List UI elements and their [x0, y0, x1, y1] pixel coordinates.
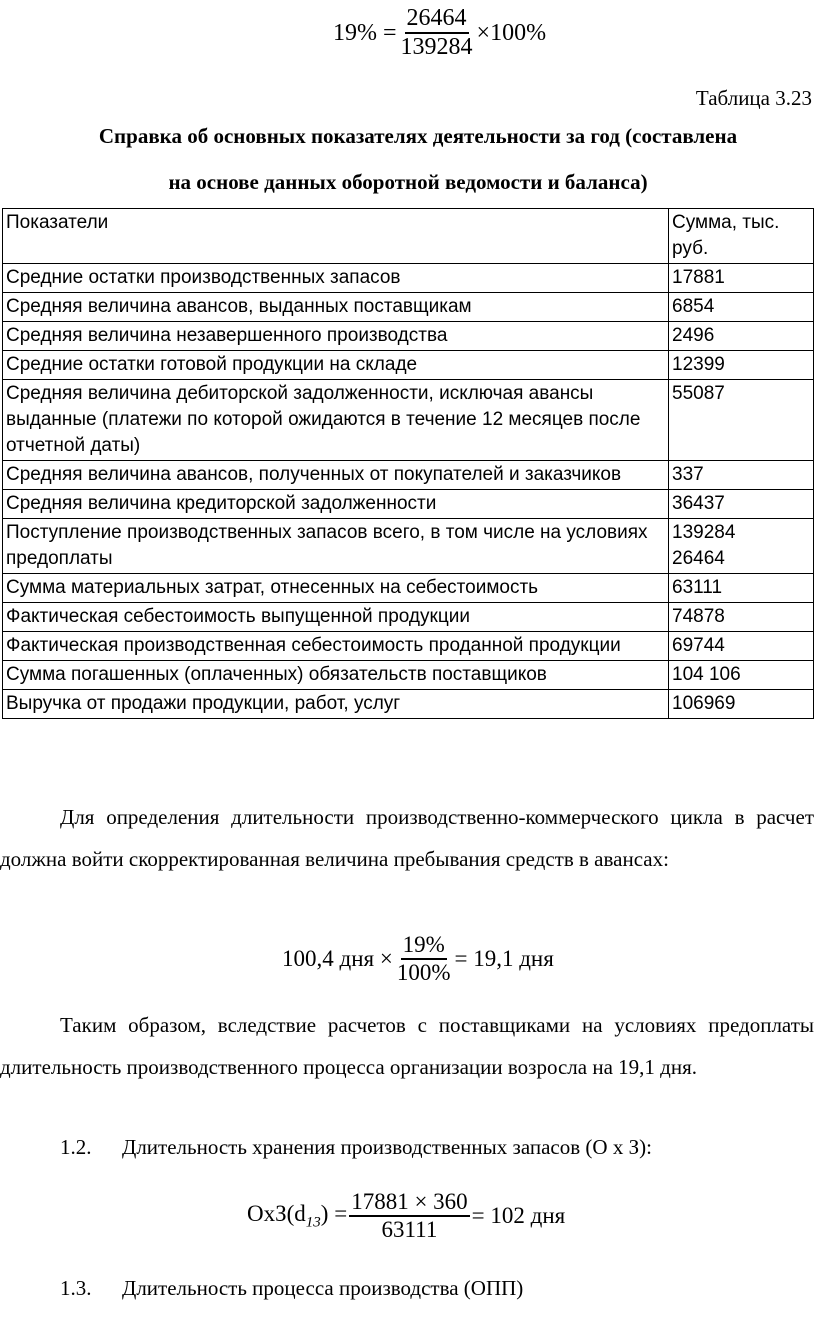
table-caption: Таблица 3.23 [695, 86, 812, 110]
amount-cell: 12399 [669, 351, 814, 380]
amount-prepayment: 26464 [672, 548, 725, 569]
amount-cell: 63111 [669, 574, 814, 603]
amount-cell: 74878 [669, 603, 814, 632]
formula-lhs [247, 1201, 347, 1232]
table-title-line1: Справка об основных показателях деятельности за год (составлена [98, 124, 738, 148]
amount-cell: 36437 [669, 490, 814, 519]
amount-total: 139284 [672, 522, 736, 543]
fraction-numerator: 17881 × 360 [349, 1190, 469, 1217]
item-text: Длительность хранения производственных запасов (О х З): [122, 1135, 652, 1159]
indicator-cell: Средняя величина авансов, полученных от покупателей и заказчиков [3, 461, 669, 490]
indicator-cell: Выручка от продажи продукции, работ, услуг [3, 690, 669, 719]
formula-lhs-close: ) = [320, 1200, 348, 1226]
fraction-denominator: 139284 [400, 34, 473, 61]
item-number: 1.3. [60, 1276, 92, 1300]
indicator-cell: Поступление производственных запасов всего, в том числе на условиях предоплаты [3, 519, 669, 574]
table-title-line2: на основе данных оборотной ведомости и баланса) [168, 170, 648, 194]
table-row [3, 351, 814, 380]
indicator-cell: Средняя величина кредиторской задолженности [3, 490, 669, 519]
list-item [60, 1135, 652, 1160]
formula-lhs: 100,4 дня × [282, 946, 393, 972]
formula-rhs: ×100% [476, 19, 547, 46]
table-row [3, 661, 814, 690]
indicators-table [2, 208, 814, 719]
table-row [3, 574, 814, 603]
table-row [3, 603, 814, 632]
indicator-cell: Средние остатки готовой продукции на складе [3, 351, 669, 380]
table-row [3, 322, 814, 351]
formula-advance-duration [282, 933, 554, 985]
table-row [3, 690, 814, 719]
fraction [349, 1190, 469, 1242]
paragraph-cycle-duration: Для определения длительности производственно-коммерческого цикла в расчет должна войти скорректированная величина пребывания средств в авансах: [0, 805, 814, 871]
fraction-denominator: 63111 [381, 1217, 438, 1243]
table-row [3, 519, 814, 574]
fraction-numerator: 26464 [405, 6, 469, 34]
indicator-cell: Средняя величина авансов, выданных поставщикам [3, 293, 669, 322]
formula-share-prepayment [333, 6, 546, 60]
item-text: Длительность процесса производства (ОПП) [122, 1276, 524, 1300]
paragraph-conclusion: Таким образом, вследствие расчетов с поставщиками на условиях предоплаты длительность производственного процесса организации возросла на 19,1 дня. [0, 1013, 814, 1079]
amount-cell: 55087 [669, 380, 814, 461]
table-row [3, 461, 814, 490]
indicator-cell: Фактическая себестоимость выпущенной продукции [3, 603, 669, 632]
formula-rhs: = 19,1 дня [454, 946, 554, 972]
indicator-cell: Сумма материальных затрат, отнесенных на себестоимость [3, 574, 669, 603]
indicator-cell: Средняя величина незавершенного производства [3, 322, 669, 351]
formula-storage-duration [247, 1190, 565, 1242]
fraction [395, 933, 453, 985]
amount-cell: 337 [669, 461, 814, 490]
table-row [3, 264, 814, 293]
fraction-numerator: 19% [401, 933, 447, 960]
header-indicators: Показатели [3, 209, 669, 264]
table-row [3, 490, 814, 519]
formula-lhs: 19% = [333, 19, 397, 46]
formula-rhs: = 102 дня [471, 1203, 566, 1229]
amount-cell: 17881 [669, 264, 814, 293]
amount-cell: 6854 [669, 293, 814, 322]
item-number: 1.2. [60, 1135, 92, 1159]
indicator-cell: Средние остатки производственных запасов [3, 264, 669, 293]
header-amount: Сумма, тыс. руб. [669, 209, 814, 264]
amount-cell: 104 106 [669, 661, 814, 690]
table-row [3, 632, 814, 661]
list-item [60, 1276, 523, 1301]
formula-lhs-text: ОхЗ(d [247, 1200, 306, 1226]
indicator-cell: Фактическая производственная себестоимость проданной продукции [3, 632, 669, 661]
fraction [399, 6, 475, 60]
table-header-row [3, 209, 814, 264]
amount-cell: 2496 [669, 322, 814, 351]
indicator-cell: Сумма погашенных (оплаченных) обязательств поставщиков [3, 661, 669, 690]
indicator-cell: Средняя величина дебиторской задолженности, исключая авансы выданные (платежи по которой ожидаются в течение 12 месяцев после отчетной даты) [3, 380, 669, 461]
fraction-denominator: 100% [396, 960, 451, 986]
table-row [3, 380, 814, 461]
table-row [3, 293, 814, 322]
formula-subscript: 13 [305, 1214, 321, 1231]
amount-cell: 69744 [669, 632, 814, 661]
amount-cell [669, 519, 814, 574]
amount-cell: 106969 [669, 690, 814, 719]
